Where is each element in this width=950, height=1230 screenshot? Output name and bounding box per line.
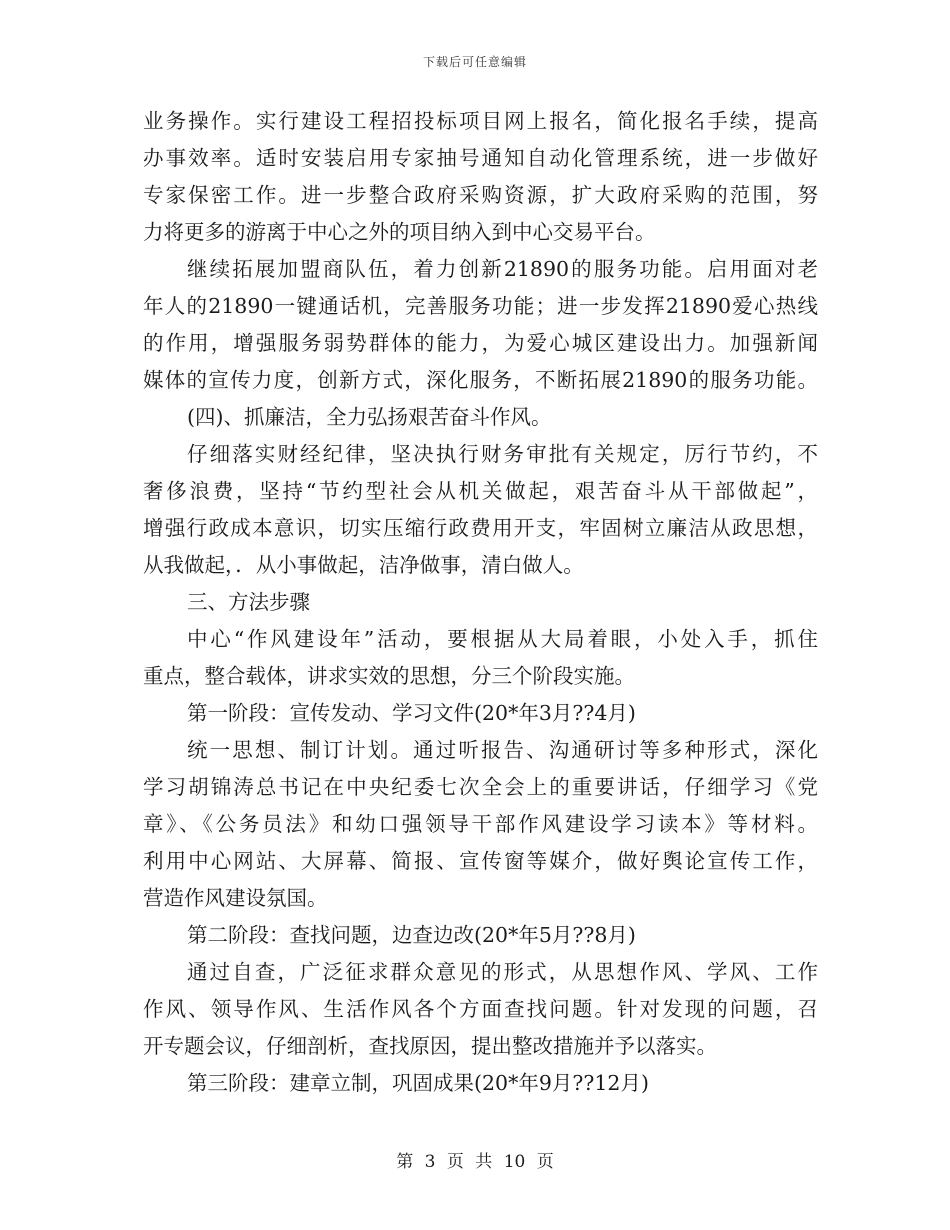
text-line: 继续拓展加盟商队伍，着力创新21890的服务功能。启用面对老 (187, 257, 818, 281)
text-line: 仔细落实财经纪律，坚决执行财务审批有关规定，厉行节约，不 (187, 442, 818, 466)
text-line: 的作用，增强服务弱势群体的能力，为爱心城区建设出力。加强新闻 (143, 331, 818, 355)
text-line: 从我做起，．从小事做起，洁净做事，清白做人。 (143, 553, 584, 577)
text-line: 专家保密工作。进一步整合政府采购资源，扩大政府采购的范围，努 (143, 183, 818, 207)
text-line: 章》、《公务员法》和幼口强领导干部作风建设学习读本》等材料。 (143, 812, 818, 836)
text-line: 年人的21890一键通话机，完善服务功能；进一步发挥21890爱心热线 (143, 294, 818, 318)
text-line: 力将更多的游离于中心之外的项目纳入到中心交易平台。 (143, 220, 656, 244)
text-line: 作风、领导作风、生活作风各个方面查找问题。针对发现的问题，召 (143, 997, 818, 1021)
stage-heading: 第二阶段：查找问题，边查边改(20*年5月??8月) (187, 923, 636, 947)
page-header: 下载后可任意编辑 (422, 55, 527, 69)
document-body (143, 103, 818, 1102)
text-line: 媒体的宣传力度，创新方式，深化服务，不断拓展21890的服务功能。 (143, 368, 818, 392)
stage-heading: 第三阶段：建章立制，巩固成果(20*年9月??12月) (187, 1071, 649, 1095)
stage-heading: 第一阶段：宣传发动、学习文件(20*年3月??4月) (187, 701, 636, 725)
text-line: 办事效率。适时安装启用专家抽号通知自动化管理系统，进一步做好 (143, 146, 818, 170)
text-line: 统一思想、制订计划。通过听报告、沟通研讨等多种形式，深化 (187, 738, 818, 762)
text-line: 奢侈浪费，坚持“节约型社会从机关做起，艰苦奋斗从干部做起”， (143, 479, 818, 503)
text-line: 业务操作。实行建设工程招投标项目网上报名，简化报名手续，提高 (143, 109, 818, 133)
text-line: 学习胡锦涛总书记在中央纪委七次全会上的重要讲话，仔细学习《党 (143, 775, 818, 799)
text-line: 重点，整合载体，讲求实效的思想，分三个阶段实施。 (143, 664, 635, 688)
text-line: 开专题会议，仔细剖析，查找原因，提出整改措施并予以落实。 (143, 1034, 717, 1058)
section-heading: 三、方法步骤 (187, 590, 310, 614)
text-line: 利用中心网站、大屏幕、简报、宣传窗等媒介，做好舆论宣传工作， (143, 849, 818, 873)
text-line: 中心“作风建设年”活动，要根据从大局着眼，小处入手，抓住 (187, 627, 818, 651)
text-line: 通过自查，广泛征求群众意见的形式，从思想作风、学风、工作 (187, 960, 818, 984)
text-line: 增强行政成本意识，切实压缩行政费用开支，牢固树立廉洁从政思想， (143, 516, 818, 540)
page-footer: 第 3 页 共 10 页 (396, 1152, 554, 1172)
section-heading: (四)、抓廉洁，全力弘扬艰苦奋斗作风。 (187, 405, 552, 429)
text-line: 营造作风建设氛国。 (143, 886, 328, 910)
